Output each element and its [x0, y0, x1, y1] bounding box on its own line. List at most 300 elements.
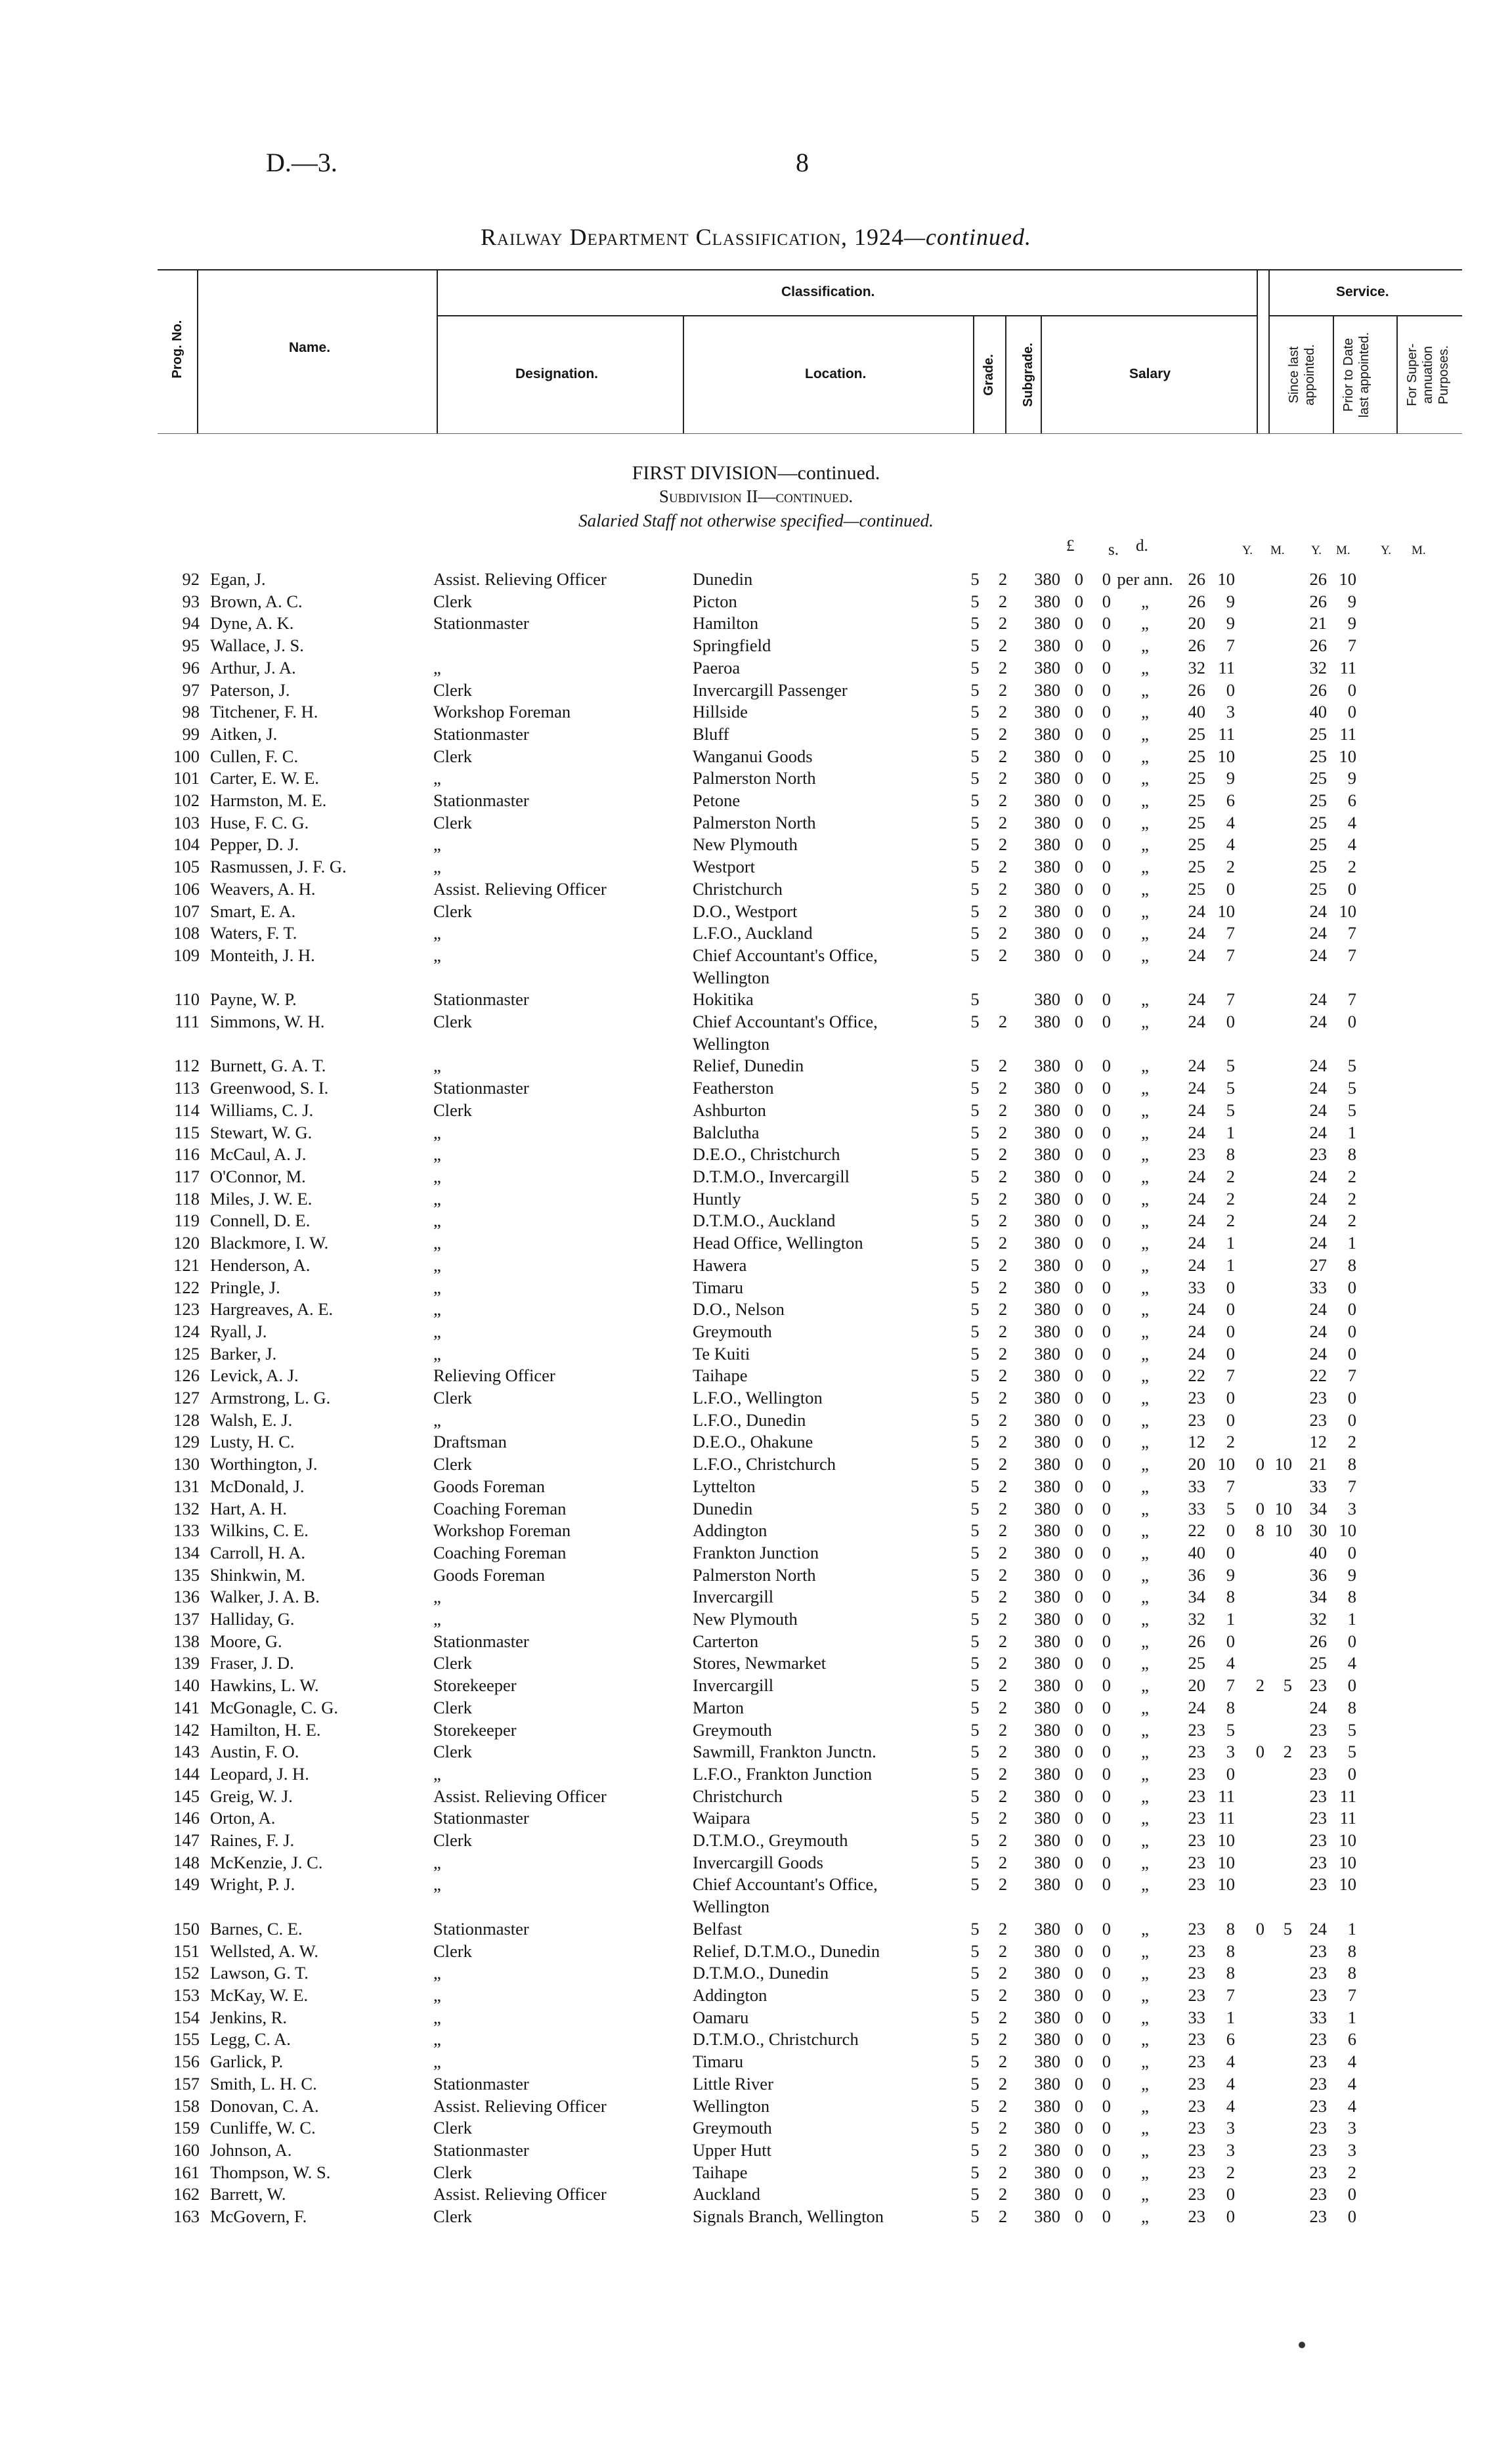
- cell-sal: 380: [1034, 1763, 1060, 1784]
- cell-sal: 380: [1034, 1211, 1060, 1231]
- cell-des: „: [433, 945, 441, 965]
- cell-n: 94: [182, 613, 200, 634]
- cell-y2: [1235, 767, 1264, 790]
- cell-d: 0: [1102, 1963, 1111, 1983]
- cell-m3: 2: [1347, 2162, 1356, 2182]
- cell-s: 0: [1074, 989, 1083, 1010]
- cell-g: 5: [970, 1564, 980, 1585]
- cell-y2: [1235, 1874, 1264, 1918]
- table-row: [158, 1852, 1356, 1874]
- cell-s: 0: [1074, 1918, 1083, 1939]
- table-row: [158, 1299, 1356, 1321]
- cell-y1: 23: [1188, 1808, 1205, 1828]
- cell-m2: [1264, 1011, 1292, 1055]
- cell-sal: 380: [1034, 1299, 1060, 1320]
- table-row: [158, 1343, 1356, 1365]
- header-superannuation: For Super-annuation Purposes.: [1405, 343, 1451, 406]
- cell-per: „: [1141, 1719, 1149, 1740]
- cell-m2: [1264, 878, 1292, 901]
- cell-sal: 380: [1034, 1233, 1060, 1253]
- cell-g: 5: [970, 2029, 980, 2050]
- table-row: [158, 2183, 1356, 2206]
- cell-s: 0: [1074, 746, 1083, 766]
- cell-sg: 2: [998, 1719, 1008, 1740]
- cell-d: 0: [1102, 2007, 1111, 2027]
- cell-y3: 23: [1309, 2095, 1327, 2116]
- table-row: [158, 1586, 1356, 1608]
- cell-m2: [1264, 1232, 1292, 1255]
- cell-des: Workshop Foreman: [433, 702, 571, 722]
- cell-sal: 380: [1034, 2007, 1060, 2027]
- table-row: [158, 1874, 1356, 1918]
- cell-d: 0: [1102, 1122, 1111, 1142]
- cell-per: „: [1141, 1078, 1149, 1098]
- cell-m2: [1264, 1941, 1292, 1963]
- cell-d: 0: [1102, 1786, 1111, 1806]
- cell-n: 154: [173, 2007, 200, 2027]
- cell-s: 0: [1074, 1631, 1083, 1651]
- cell-loc: L.F.O., Christchurch: [693, 1454, 836, 1474]
- unit-pence: d.: [1136, 537, 1148, 555]
- cell-s: 0: [1074, 723, 1083, 744]
- table-row: [158, 989, 1356, 1011]
- cell-per: „: [1141, 1520, 1149, 1541]
- table-row: [158, 1786, 1356, 1808]
- cell-sg: 2: [998, 790, 1008, 811]
- cell-y1: 26: [1188, 679, 1205, 700]
- cell-des: Workshop Foreman: [433, 1520, 571, 1541]
- table-row: [158, 679, 1356, 702]
- cell-des: [433, 635, 693, 657]
- cell-m2: [1264, 1210, 1292, 1232]
- cell-g: 5: [970, 945, 980, 965]
- cell-name: Payne, W. P.: [210, 989, 297, 1010]
- table-row: [158, 1608, 1356, 1631]
- cell-per: „: [1141, 2052, 1149, 2072]
- cell-m2: [1264, 945, 1292, 989]
- cell-y1: 24: [1188, 945, 1205, 965]
- cell-m3: 11: [1339, 1786, 1356, 1806]
- cell-n: 116: [174, 1144, 200, 1165]
- unit-years-1: Y.: [1242, 544, 1253, 557]
- cell-m3: 5: [1347, 1742, 1356, 1762]
- cell-per: „: [1141, 679, 1149, 700]
- cell-sal: 380: [1034, 1963, 1060, 1983]
- cell-y3: 26: [1309, 569, 1327, 589]
- cell-sg: 2: [998, 1100, 1008, 1120]
- cell-name: Walsh, E. J.: [210, 1409, 293, 1430]
- cell-des: Assist. Relieving Officer: [433, 1786, 607, 1806]
- cell-n: 108: [173, 923, 200, 943]
- cell-g: 5: [970, 1365, 980, 1386]
- cell-y1: 12: [1188, 1432, 1205, 1452]
- header-since-last: Since last appointed.: [1287, 344, 1317, 406]
- cell-sg: 2: [998, 1233, 1008, 1253]
- cell-y3: 24: [1309, 1343, 1327, 1364]
- location-line-2: Wellington: [693, 1897, 770, 1917]
- cell-m3: 5: [1347, 1100, 1356, 1120]
- cell-per: „: [1141, 1963, 1149, 1983]
- cell-y1: 26: [1188, 591, 1205, 611]
- cell-m3: 8: [1347, 1697, 1356, 1717]
- cell-g: 5: [970, 1874, 980, 1895]
- cell-sg: 2: [998, 1166, 1008, 1186]
- cell-d: 0: [1102, 2139, 1111, 2160]
- cell-n: 135: [173, 1564, 200, 1585]
- cell-per: „: [1141, 1830, 1149, 1851]
- cell-n: 123: [173, 1299, 200, 1320]
- cell-des: „: [433, 1233, 441, 1253]
- cell-g: 5: [970, 1388, 980, 1408]
- cell-name: Waters, F. T.: [210, 923, 297, 943]
- cell-m1: 0: [1226, 1012, 1235, 1032]
- cell-d: 0: [1102, 1188, 1111, 1209]
- cell-s: 0: [1074, 1808, 1083, 1828]
- cell-d: 0: [1102, 989, 1111, 1010]
- cell-m2: [1264, 701, 1292, 723]
- cell-y2: [1235, 746, 1264, 768]
- cell-d: 0: [1102, 2095, 1111, 2116]
- cell-m3: 8: [1347, 1587, 1356, 1607]
- cell-per: „: [1141, 1343, 1149, 1364]
- cell-sal: 380: [1034, 1918, 1060, 1939]
- cell-name: Titchener, F. H.: [210, 702, 318, 722]
- cell-sal: 380: [1034, 1409, 1060, 1430]
- cell-y2: [1235, 1055, 1264, 1077]
- cell-m2: [1264, 856, 1292, 878]
- cell-name: Lawson, G. T.: [210, 1963, 309, 1983]
- header-bottom-rule: [158, 433, 1462, 434]
- cell-m2: [1264, 1807, 1292, 1830]
- cell-sg: 2: [998, 1786, 1008, 1806]
- cell-loc: Hamilton: [693, 613, 759, 634]
- cell-des: Coaching Foreman: [433, 1542, 567, 1562]
- cell-y2: [1235, 1188, 1264, 1211]
- cell-m3: 10: [1339, 1520, 1356, 1541]
- cell-loc: D.E.O., Ohakune: [693, 1432, 813, 1452]
- cell-per: „: [1141, 1874, 1149, 1895]
- cell-name: Hart, A. H.: [210, 1498, 288, 1518]
- cell-per: „: [1141, 613, 1149, 634]
- cell-s: 0: [1074, 657, 1083, 677]
- cell-sal: 380: [1034, 2184, 1060, 2204]
- cell-des: „: [433, 1166, 441, 1186]
- cell-n: 105: [173, 857, 200, 877]
- cell-d: 0: [1102, 1852, 1111, 1872]
- cell-sal: 380: [1034, 657, 1060, 677]
- header-subgrade: Subgrade.: [1021, 343, 1035, 407]
- cell-m1: 8: [1226, 1587, 1235, 1607]
- cell-des: „: [433, 1122, 441, 1142]
- cell-per: „: [1141, 1388, 1149, 1408]
- cell-g: 5: [970, 2073, 980, 2094]
- cell-m3: 2: [1347, 1432, 1356, 1452]
- cell-sal: 380: [1034, 723, 1060, 744]
- cell-name: Greenwood, S. I.: [210, 1078, 329, 1098]
- cell-sal: 380: [1034, 2073, 1060, 2094]
- cell-per: „: [1141, 857, 1149, 877]
- cell-s: 0: [1074, 613, 1083, 634]
- cell-sal: 380: [1034, 790, 1060, 811]
- cell-d: 0: [1102, 1697, 1111, 1717]
- cell-y3: 24: [1309, 1078, 1327, 1098]
- cell-y3: 40: [1309, 1542, 1327, 1562]
- cell-m1: 7: [1226, 923, 1235, 943]
- cell-g: 5: [970, 1432, 980, 1452]
- cell-loc: Hokitika: [693, 989, 754, 1010]
- cell-g: 5: [970, 768, 980, 788]
- cell-sg: 2: [998, 1432, 1008, 1452]
- cell-n: 159: [173, 2118, 200, 2138]
- cell-name: Hamilton, H. E.: [210, 1719, 321, 1740]
- cell-m3: 7: [1347, 1476, 1356, 1496]
- cell-sg: 2: [998, 2052, 1008, 2072]
- cell-m1: 10: [1217, 1852, 1235, 1872]
- cell-d: 0: [1102, 613, 1111, 634]
- unit-shillings: s.: [1108, 541, 1119, 559]
- cell-s: 0: [1074, 2206, 1083, 2227]
- cell-m1: 0: [1226, 1542, 1235, 1562]
- cell-per: „: [1141, 2118, 1149, 2138]
- cell-n: 129: [173, 1432, 200, 1452]
- cell-per: „: [1141, 923, 1149, 943]
- cell-sal: 380: [1034, 635, 1060, 656]
- cell-d: 0: [1102, 1454, 1111, 1474]
- cell-n: 115: [174, 1122, 200, 1142]
- cell-loc: Featherston: [693, 1078, 774, 1098]
- cell-y1: 23: [1188, 1830, 1205, 1851]
- cell-y1: 23: [1188, 1985, 1205, 2005]
- cell-loc: Te Kuiti: [693, 1343, 750, 1364]
- cell-y2: [1235, 2183, 1264, 2206]
- cell-g: 5: [970, 635, 980, 656]
- cell-per: „: [1141, 657, 1149, 677]
- unit-months-2: M.: [1336, 544, 1350, 557]
- cell-d: 0: [1102, 1321, 1111, 1341]
- cell-g: 5: [970, 2052, 980, 2072]
- cell-sal: 380: [1034, 1808, 1060, 1828]
- cell-y1: 24: [1188, 1188, 1205, 1209]
- cell-des: „: [433, 1277, 441, 1297]
- table-row: [158, 1763, 1356, 1786]
- cell-name: Henderson, A.: [210, 1255, 311, 1275]
- cell-d: 0: [1102, 1144, 1111, 1165]
- cell-d: 0: [1102, 1542, 1111, 1562]
- cell-y1: 23: [1188, 1918, 1205, 1939]
- header-grade: Grade.: [982, 354, 996, 396]
- cell-d: 0: [1102, 1498, 1111, 1518]
- cell-y1: 32: [1188, 1609, 1205, 1629]
- cell-loc: Huntly: [693, 1188, 741, 1209]
- cell-name: Cullen, F. C.: [210, 746, 299, 766]
- cell-per: „: [1141, 723, 1149, 744]
- cell-sal: 380: [1034, 812, 1060, 832]
- cell-y3: 24: [1309, 945, 1327, 965]
- cell-y2: [1235, 1321, 1264, 1343]
- cell-sg: 2: [998, 2118, 1008, 2138]
- cell-g: 5: [970, 1056, 980, 1076]
- cell-s: 0: [1074, 569, 1083, 589]
- cell-y1: 25: [1188, 1653, 1205, 1673]
- cell-s: 0: [1074, 1719, 1083, 1740]
- cell-g: 5: [970, 1763, 980, 1784]
- cell-d: 0: [1102, 1631, 1111, 1651]
- cell-g: 5: [970, 591, 980, 611]
- cell-y2: [1235, 1564, 1264, 1587]
- cell-per: „: [1141, 812, 1149, 832]
- cell-des: Coaching Foreman: [433, 1498, 567, 1518]
- cell-g: 5: [970, 1941, 980, 1961]
- cell-name: Armstrong, L. G.: [210, 1388, 331, 1408]
- cell-y1: 24: [1188, 1078, 1205, 1098]
- cell-m2: [1264, 1763, 1292, 1786]
- cell-y2: [1235, 2117, 1264, 2139]
- cell-n: 102: [173, 790, 200, 811]
- cell-d: 0: [1102, 878, 1111, 899]
- table-row: [158, 1807, 1356, 1830]
- cell-y3: 32: [1309, 1609, 1327, 1629]
- cell-s: 0: [1074, 1564, 1083, 1585]
- cell-sal: 380: [1034, 1012, 1060, 1032]
- cell-des: „: [433, 1963, 441, 1983]
- cell-sal: 380: [1034, 1343, 1060, 1364]
- cell-n: 138: [173, 1631, 200, 1651]
- cell-y2: [1235, 1807, 1264, 1830]
- cell-y2: [1235, 1277, 1264, 1299]
- table-row: [158, 612, 1356, 635]
- cell-name: Wright, P. J.: [210, 1874, 295, 1895]
- cell-s: 0: [1074, 2052, 1083, 2072]
- cell-loc: Signals Branch, Wellington: [693, 2206, 884, 2227]
- cell-loc: D.T.M.O., Christchurch: [693, 2029, 859, 2050]
- cell-name: Carter, E. W. E.: [210, 768, 320, 788]
- table-row: [158, 901, 1356, 923]
- cell-y1: 34: [1188, 1587, 1205, 1607]
- cell-loc: Lyttelton: [693, 1476, 756, 1496]
- division-heading: FIRST DIVISION—continued.: [632, 462, 880, 484]
- cell-name: Stewart, W. G.: [210, 1122, 313, 1142]
- cell-des: Clerk: [433, 1653, 472, 1673]
- cell-des: „: [433, 923, 441, 943]
- cell-y1: 23: [1188, 2052, 1205, 2072]
- cell-m2: [1264, 790, 1292, 812]
- cell-per: „: [1141, 1277, 1149, 1297]
- table-row: [158, 1011, 1356, 1055]
- cell-m2: [1264, 1476, 1292, 1498]
- table-row: [158, 1100, 1356, 1122]
- unit-months-1: M.: [1270, 544, 1285, 557]
- cell-m3: 0: [1347, 679, 1356, 700]
- cell-y1: 26: [1188, 635, 1205, 656]
- cell-m2: [1264, 1100, 1292, 1122]
- cell-s: 0: [1074, 1122, 1083, 1142]
- cell-s: 0: [1074, 901, 1083, 921]
- table-row: [158, 1166, 1356, 1188]
- cell-name: Carroll, H. A.: [210, 1542, 305, 1562]
- cell-g: 5: [970, 1675, 980, 1696]
- cell-y3: 25: [1309, 878, 1327, 899]
- cell-per: „: [1141, 1188, 1149, 1209]
- cell-n: 143: [173, 1742, 200, 1762]
- cell-y1: 23: [1188, 1144, 1205, 1165]
- cell-m3: 11: [1339, 657, 1356, 677]
- cell-per: „: [1141, 2029, 1149, 2050]
- table-row: [158, 1077, 1356, 1100]
- cell-y2: [1235, 2095, 1264, 2118]
- table-row: [158, 1144, 1356, 1166]
- cell-m2: [1264, 1343, 1292, 1365]
- cell-n: 112: [174, 1056, 200, 1076]
- cell-s: 0: [1074, 1255, 1083, 1275]
- cell-per: „: [1141, 878, 1149, 899]
- cell-loc: Taihape: [693, 1365, 748, 1386]
- cell-per: „: [1141, 702, 1149, 722]
- cell-sg: 2: [998, 1255, 1008, 1275]
- cell-name: Levick, A. J.: [210, 1365, 299, 1386]
- cell-des: „: [433, 1763, 441, 1784]
- cell-per: „: [1141, 1432, 1149, 1452]
- cell-sal: 380: [1034, 2139, 1060, 2160]
- cell-sg: 2: [998, 1409, 1008, 1430]
- cell-sal: 380: [1034, 1564, 1060, 1585]
- cell-y3: 12: [1309, 1432, 1327, 1452]
- cell-y3: 22: [1309, 1365, 1327, 1386]
- cell-m1: 9: [1226, 591, 1235, 611]
- cell-y1: 40: [1188, 702, 1205, 722]
- cell-d: 0: [1102, 723, 1111, 744]
- cell-y1: 23: [1188, 2073, 1205, 2094]
- cell-m3: 0: [1347, 1631, 1356, 1651]
- cell-d: 0: [1102, 1742, 1111, 1762]
- cell-loc: Little River: [693, 2073, 773, 2094]
- cell-m1: 10: [1217, 1874, 1235, 1895]
- cell-g: 5: [970, 657, 980, 677]
- cell-loc: Carterton: [693, 1631, 759, 1651]
- cell-s: 0: [1074, 1941, 1083, 1961]
- cell-loc: Invercargill: [693, 1587, 774, 1607]
- cell-s: 0: [1074, 1653, 1083, 1673]
- cell-per: „: [1141, 1100, 1149, 1120]
- cell-m3: 1: [1347, 1609, 1356, 1629]
- table-row: [158, 1277, 1356, 1299]
- cell-per: „: [1141, 2139, 1149, 2160]
- cell-s: 0: [1074, 1609, 1083, 1629]
- cell-g: 5: [970, 1476, 980, 1496]
- cell-m2: [1264, 2162, 1292, 2184]
- cell-m1: 0: [1226, 1763, 1235, 1784]
- cell-des: „: [433, 857, 441, 877]
- cell-sg: 2: [998, 857, 1008, 877]
- cell-y1: 24: [1188, 1056, 1205, 1076]
- cell-m1: 7: [1226, 1675, 1235, 1696]
- cell-sg: 2: [998, 1941, 1008, 1961]
- cell-per: „: [1141, 2184, 1149, 2204]
- cell-y3: 23: [1309, 1786, 1327, 1806]
- cell-sal: 380: [1034, 1454, 1060, 1474]
- cell-sg: 2: [998, 812, 1008, 832]
- cell-y3: 23: [1309, 1808, 1327, 1828]
- cell-s: 0: [1074, 1874, 1083, 1895]
- cell-name: Jenkins, R.: [210, 2007, 288, 2027]
- cell-m2: [1264, 2139, 1292, 2162]
- cell-name: Cunliffe, W. C.: [210, 2118, 316, 2138]
- cell-y3: 34: [1309, 1587, 1327, 1607]
- cell-g: 5: [970, 1343, 980, 1364]
- cell-m1: 2: [1226, 1188, 1235, 1209]
- cell-y1: 24: [1188, 1122, 1205, 1142]
- cell-y3: 34: [1309, 1498, 1327, 1518]
- cell-d: 0: [1102, 2052, 1111, 2072]
